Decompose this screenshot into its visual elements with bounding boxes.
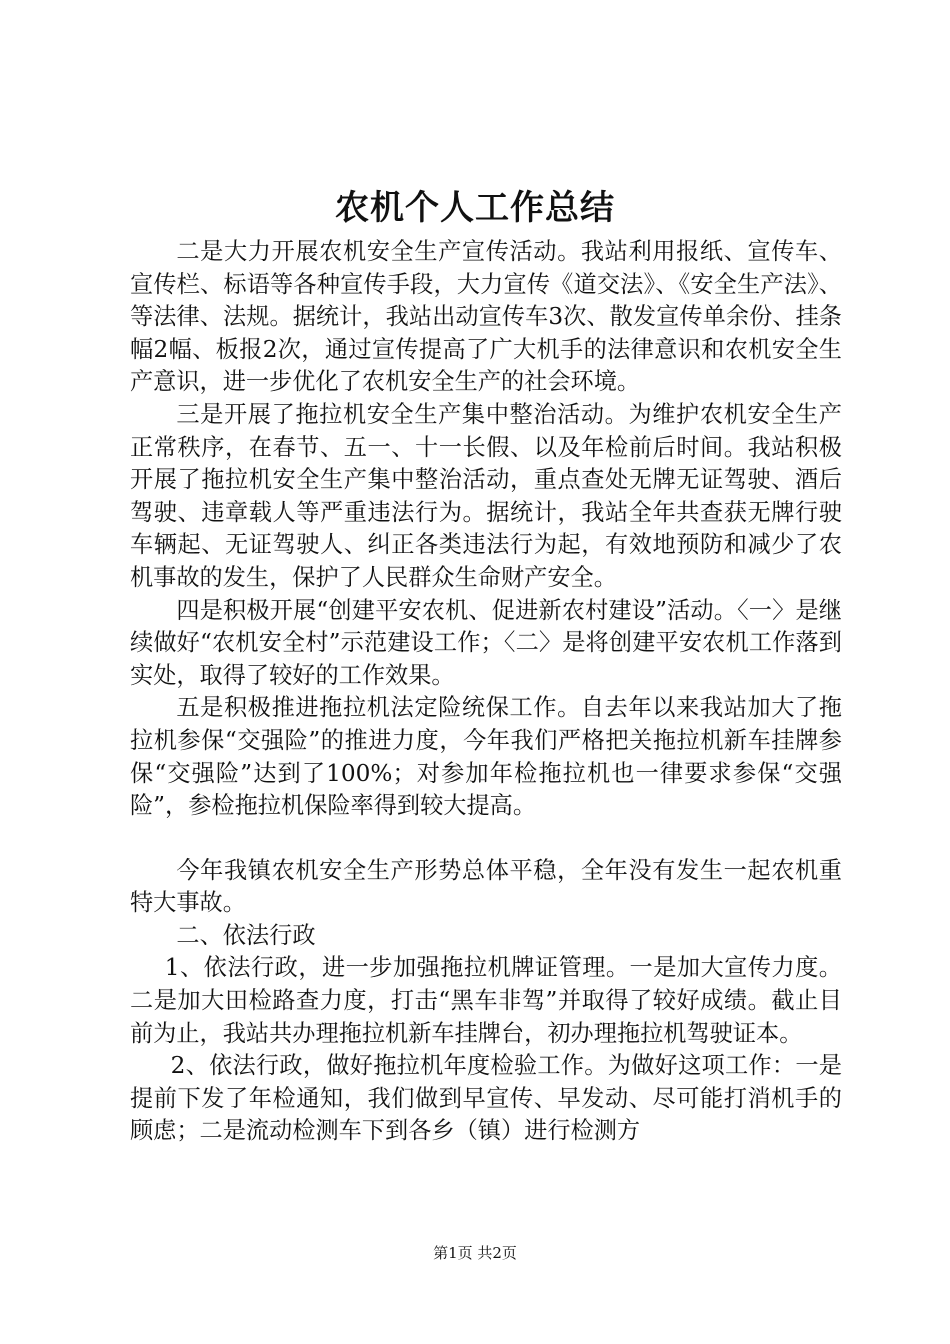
paragraph-annual-inspection: 2、依法行政，做好拖拉机年度检验工作。为做好这项工作：一是提前下发了年检通知，我们做到早宣传、早发动、尽可能打消机手的顾虑；二是流动检测车下到各乡（镇）进行检测方: [130, 1052, 842, 1145]
document-body: [130, 236, 842, 1148]
paragraph-rectification: 三是开展了拖拉机安全生产集中整治活动。为维护农机安全生产正常秩序，在春节、五一、十一长假、以及年检前后时间。我站积极开展了拖拉机安全生产集中整治活动，重点查处无牌无证驾驶、酒后驾驶、违章载人等严重违法行为。据统计，我站全年共查获无牌行驶车辆起、无证驾驶人、纠正各类违法行为起，有效地预防和减少了农机事故的发生，保护了人民群众生命财产安全。: [130, 400, 842, 591]
paragraph-safe-machinery: 四是积极开展“创建平安农机、促进新农村建设”活动。〈一〉是继续做好“农机安全村”示范建设工作；〈二〉是将创建平安农机工作落到实处，取得了较好的工作效果。: [130, 596, 842, 689]
document-title: 农机个人工作总结: [335, 188, 615, 228]
paragraph-insurance: 五是积极推进拖拉机法定险统保工作。自去年以来我站加大了拖拉机参保“交强险”的推进力度，今年我们严格把关拖拉机新车挂牌参保“交强险”达到了100%；对参加年检拖拉机也一律要求参保“交强险”，参检拖拉机保险率得到较大提高。: [130, 694, 842, 820]
paragraph-publicity: 二是大力开展农机安全生产宣传活动。我站利用报纸、宣传车、宣传栏、标语等各种宣传手段，大力宣传《道交法》、《安全生产法》、等法律、法规。据统计，我站出动宣传车3次、散发宣传单余份、挂条幅2幅、板报2次，通过宣传提高了广大机手的法律意识和农机安全生产意识，进一步优化了农机安全生产的社会环境。: [130, 238, 842, 396]
section-heading-administration: 二、依法行政: [176, 921, 316, 949]
page-number-footer: 第1页 共2页: [433, 1244, 517, 1262]
paragraph-license-management: 1、依法行政，进一步加强拖拉机牌证管理。一是加大宣传力度。二是加大田检路查力度，打击“黑车非驾”并取得了较好成绩。截止目前为止，我站共办理拖拉机新车挂牌台，初办理拖拉机驾驶证本。: [130, 954, 842, 1047]
paragraph-summary: 今年我镇农机安全生产形势总体平稳，全年没有发生一起农机重特大事故。: [130, 856, 842, 917]
